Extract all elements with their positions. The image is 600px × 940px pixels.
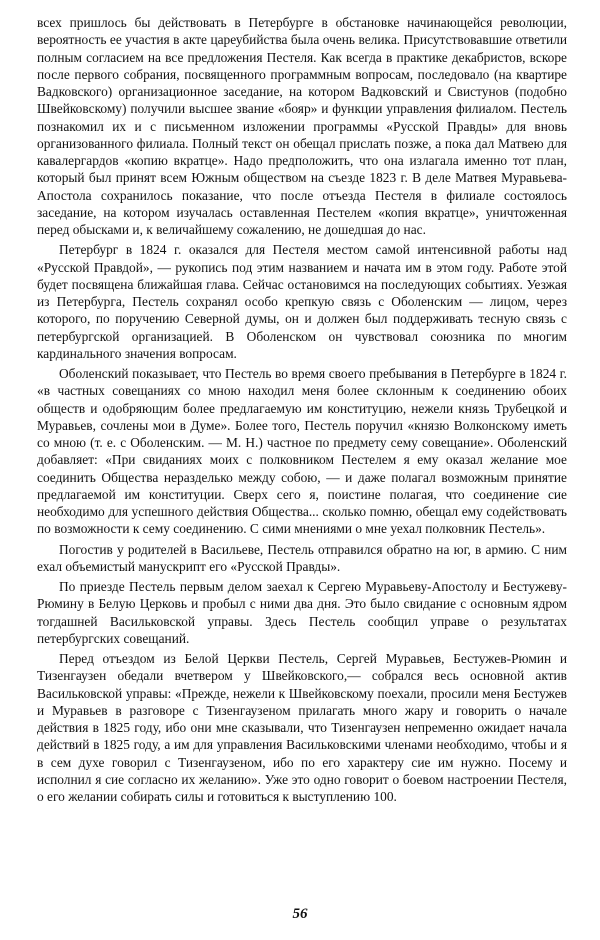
paragraph: всех пришлось бы действовать в Петербурге в обстановке начинающейся революции, вероятность ее участия в акте цареубийства была очень велика. Присутствовавшие ответили полным согласием на все предложения Пестеля. Как всегда в практике декабристов, вскоре после первого собрания, посвященного программным вопросам, последовало (на квартире Вадковского) организационное заседание, на котором Вадковский и Свистунов (подобно Швейковскому) получили высшее звание «бояр» и функции управления филиалом. Пестель познакомил их и с письменном изложении программы «Русской Правды» для вновь организованного филиала. Полный текст он обещал прислать позже, а пока дал Матвею для кавалергардов «копию вкратце». Надо предположить, что она излагала именно тот план, который был принят всем Южным обществом на съезде 1823 г. В деле Матвея Муравьева-Апостола сохранилось показание, что после отъезда Пестеля в филиале состоялось заседание, на котором изучалась оставленная Пестелем «копия вкратце», уничтоженная перед обысками и, к величайшему сожалению, не дошедшая до нас.: [37, 15, 567, 237]
paragraph: Перед отъездом из Белой Церкви Пестель, Сергей Муравьев, Бестужев-Рюмин и Тизенгаузен обедали вчетвером у Швейковского,— собрался весь основной актив Васильковской управы: «Прежде, нежели к Швейковскому поехали, просили меня Бестужев и Муравьев в разговоре с Тизенгаузеном прилагать много жару и говорить о начале действия в 1825 году, ибо они мне сказывали, что Тизенгаузен непременно ожидает начала действий в 1825 году, а им для управления Васильковскими членами необходимо, чтобы и я в сем духе говорил с Тизенгаузеном, ибо по его характеру сие им нужно. Посему и исполнил я сие согласно их желанию». Уже это одно говорит о боевом настроении Пестеля, о его желании собирать силы и готовиться к выступлению 100.: [37, 651, 567, 804]
paragraph: Петербург в 1824 г. оказался для Пестеля местом самой интенсивной работы над «Русской Правдой», — рукопись под этим названием и начата им в этом году. Работе этой будет посвящена ближайшая глава. Сейчас остановимся на последующих событиях. Уезжая из Петербурга, Пестель сохранял особо крепкую связь с Оболенским — лицом, через которого, по поручению Северной думы, он и должен был поддерживать тесную связь с петербургской организацией. В Оболенском он чувствовал союзника по многим кардинального значения вопросам.: [37, 242, 567, 361]
page-number: 56: [292, 906, 308, 922]
page-text: [37, 14, 567, 805]
paragraph: Оболенский показывает, что Пестель во время своего пребывания в Петербурге в 1824 г. «в частных совещаниях со мною находил меня более склонным к соединению обоих обществ и одобряющим более предлагаемую им конституцию, нежели князь Трубецкой и Муравьев, сочлены мои в Думе». Более того, Пестель поручил «князю Волконскому иметь со мною (т. е. с Оболенским. — М. Н.) частное по предмету сему совещание». Оболенский добавляет: «При свиданиях моих с полковником Пестелем я ему оказал желание мое соединить Общества неразделько между собою, — и даже полагал возможным принятие предлагаемой им конституции. Сверх сего я, поистине полагая, что соединение сие необходимо для успешного действия Общества... сколько помню, обещал ему содействовать по возможности к сему соединению. С сими мнениями о мне уехал полковник Пестель».: [37, 366, 567, 537]
paragraph: По приезде Пестель первым делом заехал к Сергею Муравьеву-Апостолу и Бестужеву-Рюмину в Белую Церковь и пробыл с ними два дня. Это было свидание с основным ядром тогдашней Васильковской управы. Здесь Пестель сообщил управе о результатах петербургских совещаний.: [37, 579, 567, 646]
paragraph: Погостив у родителей в Васильеве, Пестель отправился обратно на юг, в армию. С ним ехал объемистый манускрипт его «Русской Правды».: [37, 541, 567, 574]
